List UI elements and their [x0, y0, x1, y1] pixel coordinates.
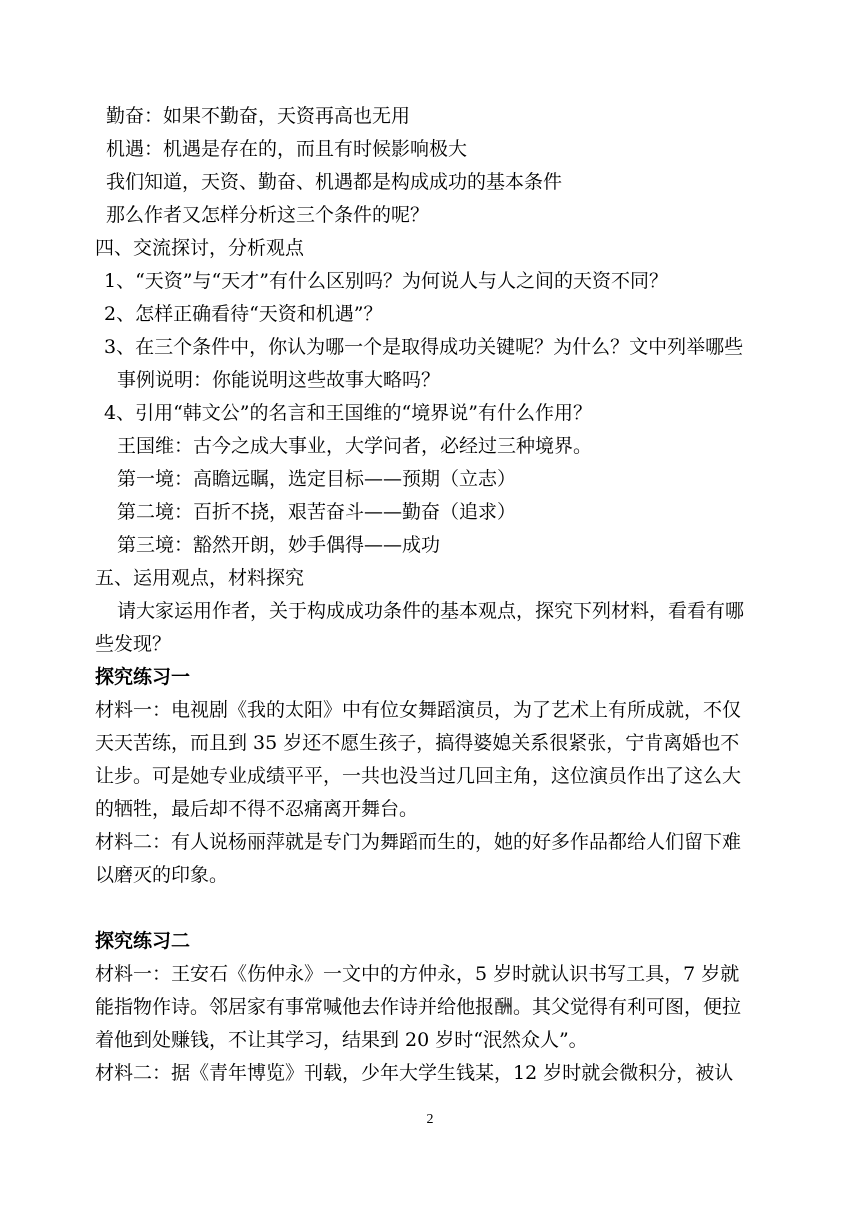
text-line: 的牺牲，最后却不得不忍痛离开舞台。 [95, 798, 419, 820]
question-item-continued: 事例说明：你能说明这些故事大略吗？ [117, 369, 441, 391]
text-line: 请大家运用作者，关于构成成功条件的基本观点，探究下列材料，看看有哪 [117, 600, 745, 622]
text-line: 以磨灭的印象。 [95, 864, 229, 886]
section-heading: 五、运用观点，材料探究 [95, 567, 305, 589]
text-line: 材料一：电视剧《我的太阳》中有位女舞蹈演员，为了艺术上有所成就，不仅 [95, 699, 742, 721]
page-number: 2 [426, 1112, 434, 1127]
question-item: 2、怎样正确看待“天资和机遇”？ [104, 303, 383, 325]
section-heading: 四、交流探讨，分析观点 [95, 237, 305, 259]
text-line: 让步。可是她专业成绩平平，一共也没当过几回主角，这位演员作出了这么大 [95, 765, 742, 787]
question-item: 1、“天资”与“天才”有什么区别吗？为何说人与人之间的天资不同？ [104, 270, 668, 292]
exercise-heading: 探究练习一 [95, 666, 191, 688]
text-line: 材料一：王安石《伤仲永》一文中的方仲永，5 岁时就认识书写工具，7 岁就 [95, 963, 740, 985]
text-line: 那么作者又怎样分析这三个条件的呢？ [106, 204, 430, 226]
question-item: 4、引用“韩文公”的名言和王国维的“境界说”有什么作用？ [104, 402, 592, 424]
text-line: 天天苦练，而且到 35 岁还不愿生孩子，搞得婆媳关系很紧张，宁肯离婚也不 [95, 732, 740, 754]
text-line: 材料二：有人说杨丽萍就是专门为舞蹈而生的，她的好多作品都给人们留下难 [95, 831, 742, 853]
text-line: 能指物作诗。邻居家有事常喊他去作诗并给他报酬。其父觉得有利可图，便拉 [95, 996, 742, 1018]
text-line: 第二境：百折不挠，艰苦奋斗——勤奋（追求） [117, 501, 517, 523]
text-line: 些发现？ [95, 633, 172, 655]
text-line: 第一境：高瞻远瞩，选定目标——预期（立志） [117, 468, 517, 490]
question-item: 3、在三个条件中，你认为哪一个是取得成功关键呢？为什么？文中列举哪些 [104, 336, 744, 358]
text-line: 勤奋：如果不勤奋，天资再高也无用 [106, 105, 411, 127]
text-line: 第三境：豁然开朗，妙手偶得——成功 [117, 534, 441, 556]
text-line: 我们知道，天资、勤奋、机遇都是构成成功的基本条件 [106, 171, 563, 193]
exercise-heading: 探究练习二 [95, 930, 191, 952]
text-line: 着他到处赚钱，不让其学习，结果到 20 岁时“泯然众人”。 [95, 1029, 588, 1051]
text-line: 王国维：古今之成大事业，大学问者，必经过三种境界。 [117, 435, 593, 457]
text-line: 机遇：机遇是存在的，而且有时候影响极大 [106, 138, 468, 160]
text-line: 材料二：据《青年博览》刊载，少年大学生钱某，12 岁时就会微积分，被认 [95, 1062, 734, 1084]
